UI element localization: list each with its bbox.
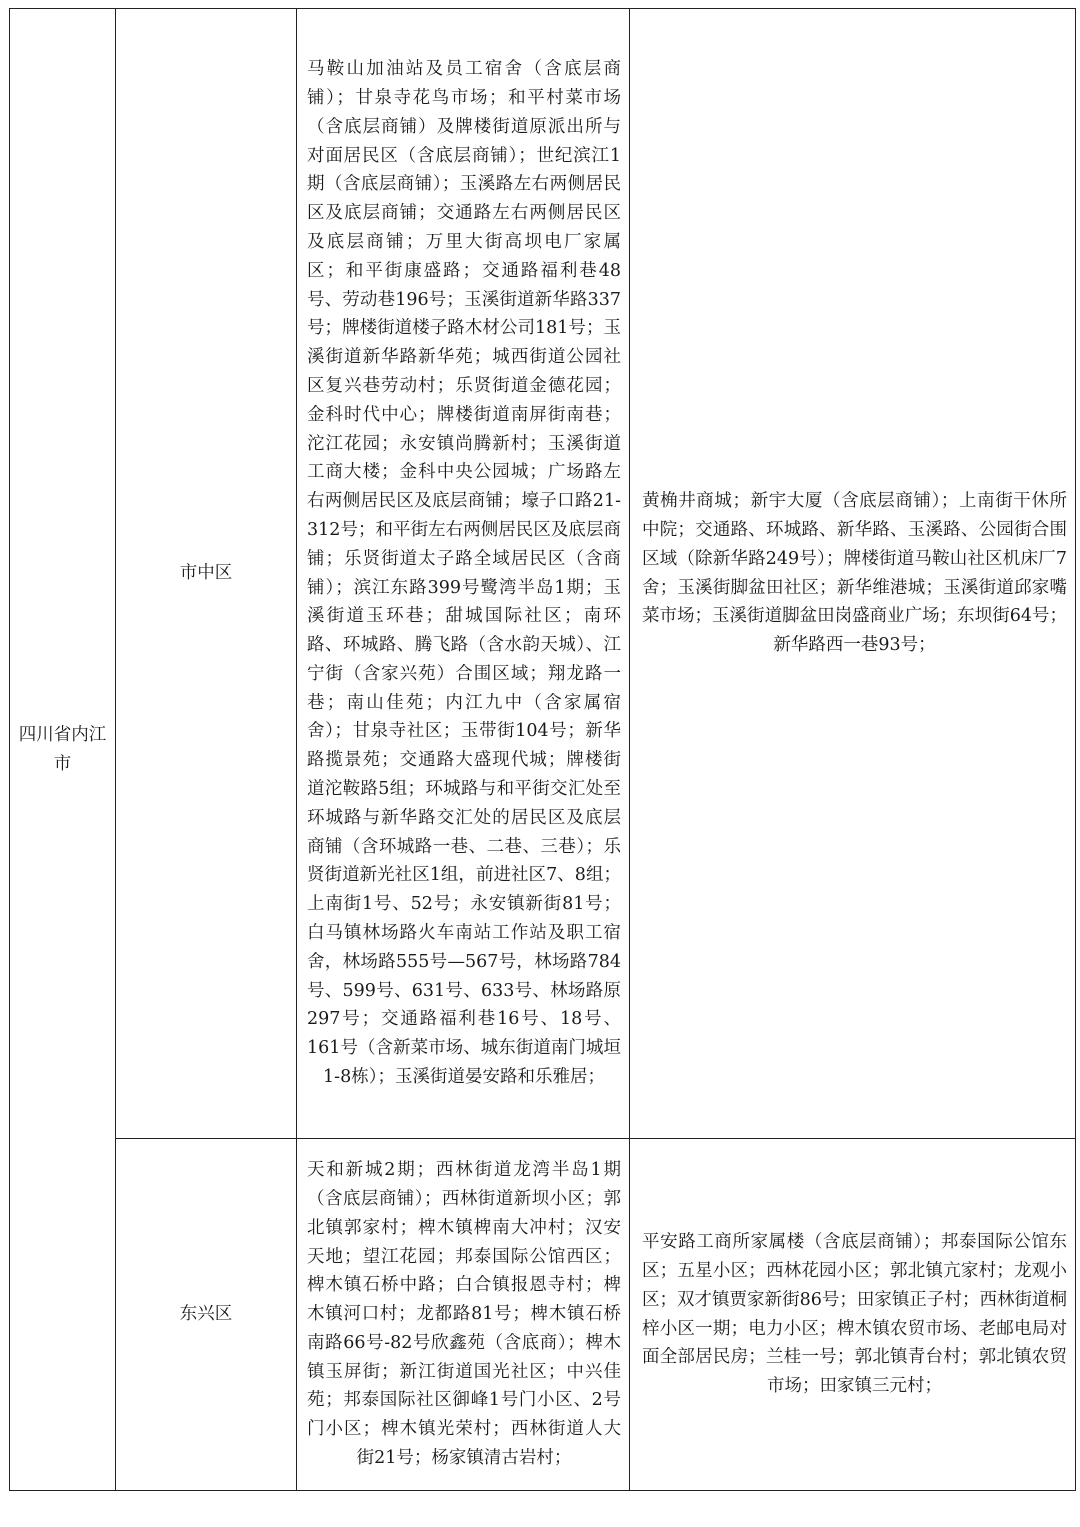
table-row	[10, 9, 1076, 1139]
table-row	[10, 1139, 1076, 1491]
high-risk-areas-cell: 天和新城2期；西林街道龙湾半岛1期（含底层商铺）；西林街道新坝小区；郭北镇郭家村；椑木镇椑南大冲村；汉安天地；望江花园；邦泰国际公馆西区；椑木镇石桥中路；白合镇报恩寺村；椑木镇河口村；龙都路81号；椑木镇石桥南路66号-82号欣鑫苑（含底商）；椑木镇玉屏街；新江街道国光社区；中兴佳苑；邦泰国际社区御峰1号门小区、2号门小区；椑木镇光荣村；西林街道人大街21号；杨家镇清古岩村；	[297, 1139, 630, 1491]
district-cell: 市中区	[116, 9, 297, 1139]
medium-risk-areas-cell: 平安路工商所家属楼（含底层商铺）；邦泰国际公馆东区；五星小区；西林花园小区；郭北镇亢家村；龙观小区；双才镇贾家新街86号；田家镇正子村；西林街道桐梓小区一期；电力小区；椑木镇农贸市场、老邮电局对面全部居民房；兰桂一号；郭北镇青台村；郭北镇农贸市场；田家镇三元村；	[630, 1139, 1076, 1491]
district-cell: 东兴区	[116, 1139, 297, 1491]
medium-risk-areas-cell: 黄桷井商城；新宇大厦（含底层商铺）；上南街干休所中院；交通路、环城路、新华路、玉溪路、公园街合围区域（除新华路249号）；牌楼街道马鞍山社区机床厂7舍；玉溪街脚盆田社区；新华维港城；玉溪街道邱家嘴菜市场；玉溪街道脚盆田岗盛商业广场；东坝街64号；新华路西一巷93号；	[630, 9, 1076, 1139]
high-risk-areas-cell: 马鞍山加油站及员工宿舍（含底层商铺）；甘泉寺花鸟市场；和平村菜市场（含底层商铺）及牌楼街道原派出所与对面居民区（含底层商铺）；世纪滨江1期（含底层商铺）；玉溪路左右两侧居民区及底层商铺；交通路左右两侧居民区及底层商铺；万里大街高坝电厂家属区；和平街康盛路；交通路福利巷48号、劳动巷196号；玉溪街道新华路337号；牌楼街道楼子路木材公司181号；玉溪街道新华路新华苑；城西街道公园社区复兴巷劳动村；乐贤街道金德花园；金科时代中心；牌楼街道南屏街南巷；沱江花园；永安镇尚腾新村；玉溪街道工商大楼；金科中央公园城；广场路左右两侧居民区及底层商铺；壕子口路21-312号；和平街左右两侧居民区及底层商铺；乐贤街道太子路全域居民区（含商铺）；滨江东路399号鹭湾半岛1期；玉溪街道玉环巷；甜城国际社区；南环路、环城路、腾飞路（含水韵天城）、江宁街（含家兴苑）合围区域；翔龙路一巷；南山佳苑；内江九中（含家属宿舍）；甘泉寺社区；玉带街104号；新华路揽景苑；交通路大盛现代城；牌楼街道沱鞍路5组；环城路与和平街交汇处至环城路与新华路交汇处的居民区及底层商铺（含环城路一巷、二巷、三巷）；乐贤街道新光社区1组，前进社区7、8组；上南街1号、52号；永安镇新街81号；白马镇林场路火车南站工作站及职工宿舍，林场路555号—567号，林场路784号、599号、631号、633号、林场路原297号；交通路福利巷16号、18号、161号（含新菜市场、城东街道南门城垣1-8栋）；玉溪街道晏安路和乐雅居；	[297, 9, 630, 1139]
risk-area-table	[9, 8, 1076, 1491]
city-cell: 四川省内江市	[10, 9, 116, 1491]
